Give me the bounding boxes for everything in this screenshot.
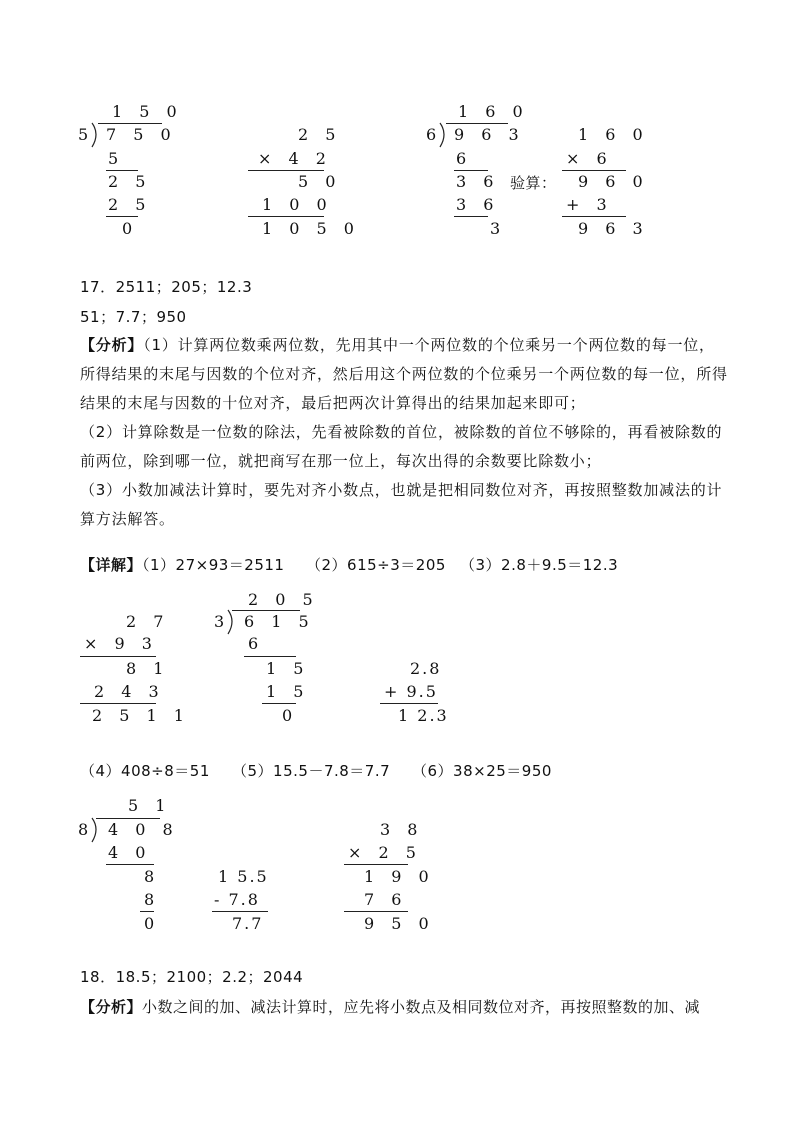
factor: 2 7 <box>126 612 170 631</box>
detail-item: （2）615÷3＝205 <box>306 556 446 574</box>
analysis-tag: 【分析】 <box>80 336 144 354</box>
rule <box>562 170 626 171</box>
result: 1 2.3 <box>398 706 449 725</box>
quotient: 5 1 <box>128 796 172 815</box>
step: 3 <box>490 219 507 238</box>
step: 8 <box>144 867 161 886</box>
detail-line: 【详解】（1）27×93＝2511 <box>80 556 285 574</box>
result: 9 6 3 <box>578 219 649 238</box>
step: 0 <box>122 219 139 238</box>
factor: 1 6 0 <box>578 125 649 144</box>
factor: × 9 3 <box>84 634 158 653</box>
division-bar <box>98 123 162 124</box>
result: 2 5 1 1 <box>92 706 190 725</box>
step: 3 6 <box>456 172 500 191</box>
analysis-paragraph: （2）计算除数是一位数的除法，先看被除数的首位，被除数的首位不够除的，再看被除数的前两位，除到哪一位，就把商写在那一位上，每次出得的余数要比除数小； <box>80 423 723 470</box>
rule <box>106 170 138 171</box>
step: 6 <box>248 634 265 653</box>
answer-line: 51；7.7；950 <box>80 308 187 326</box>
factor: × 6 <box>566 149 613 168</box>
analysis-paragraph: （3）小数加减法计算时，要先对齐小数点，也就是把相同数位对齐，再按照整数加减法的计算方法解答。 <box>80 481 723 528</box>
partial: 2 4 3 <box>94 682 165 701</box>
addend: 2.8 <box>410 659 442 678</box>
factor: × 2 5 <box>348 843 422 862</box>
result: 9 5 0 <box>364 914 435 933</box>
rule <box>248 216 324 217</box>
step: 8 <box>144 890 161 909</box>
divisor: 3 <box>214 612 231 631</box>
step: 4 0 <box>108 843 152 862</box>
minuend: 1 5.5 <box>218 867 269 886</box>
dividend: 7 5 0 <box>106 125 177 144</box>
rule <box>244 656 296 657</box>
partial: 5 0 <box>298 172 342 191</box>
dividend: 9 6 3 <box>454 125 525 144</box>
detail-item: （3）2.8＋9.5＝12.3 <box>460 556 619 574</box>
addend: + 9.5 <box>384 682 438 701</box>
analysis-paragraph: 【分析】小数之间的加、减法计算时，应先将小数点及相同数位对齐，再按照整数的加、减 <box>80 998 701 1016</box>
division-bar <box>96 818 160 819</box>
result: 7.7 <box>232 914 264 933</box>
divisor: 8 <box>78 820 95 839</box>
partial: + 3 <box>566 195 613 214</box>
partial: 7 6 <box>364 890 408 909</box>
rule <box>140 911 154 912</box>
check-label: 验算： <box>510 174 557 192</box>
divisor: 6 <box>426 125 443 144</box>
step: 3 6 <box>456 195 500 214</box>
partial: 9 6 0 <box>578 172 649 191</box>
rule <box>454 170 488 171</box>
subtrahend: - 7.8 <box>214 890 260 909</box>
result: 1 0 5 0 <box>262 219 360 238</box>
analysis-paragraph: 【分析】（1）计算两位数乘两位数，先用其中一个两位数的个位乘另一个两位数的每一位，所得结果的末尾与因数的个位对齐，然后用这个两位数的个位乘另一个两位数的每一位，所得结果的末尾与因数的十位对齐，最后把两次计算得出的结果加起来即可； <box>80 336 728 412</box>
partial: 1 0 0 <box>262 195 333 214</box>
detail-tag: 【详解】 <box>80 556 143 574</box>
step: 6 <box>456 149 473 168</box>
rule <box>106 216 138 217</box>
rule <box>562 216 626 217</box>
step: 1 5 <box>266 659 310 678</box>
division-bar <box>232 610 300 611</box>
step: 2 5 <box>108 172 152 191</box>
factor: 3 8 <box>380 820 424 839</box>
rule <box>106 864 154 865</box>
rule <box>344 864 408 865</box>
rule <box>262 703 296 704</box>
partial: 8 1 <box>126 659 170 678</box>
rule <box>212 911 268 912</box>
answer-line: 17．2511；205；12.3 <box>80 278 253 296</box>
rule <box>80 656 156 657</box>
rule <box>80 703 156 704</box>
quotient: 2 0 5 <box>248 590 319 609</box>
rule <box>248 170 324 171</box>
dividend: 6 1 5 <box>244 612 315 631</box>
step: 0 <box>144 914 161 933</box>
rule <box>380 703 438 704</box>
divisor: 5 <box>78 125 95 144</box>
partial: 1 9 0 <box>364 867 435 886</box>
step: 5 <box>108 149 125 168</box>
factor: × 4 2 <box>258 149 332 168</box>
division-bar <box>446 123 508 124</box>
step: 0 <box>282 706 299 725</box>
detail-item: （4）408÷8＝51 <box>80 762 210 780</box>
rule <box>344 911 408 912</box>
answer-line: 18．18.5；2100；2.2；2044 <box>80 968 304 986</box>
rule <box>454 216 488 217</box>
factor: 2 5 <box>298 125 342 144</box>
quotient: 1 6 0 <box>458 102 529 121</box>
detail-item: （6）38×25＝950 <box>412 762 552 780</box>
analysis-tag: 【分析】 <box>80 998 143 1016</box>
dividend: 4 0 8 <box>108 820 179 839</box>
detail-item: （5）15.5－7.8＝7.7 <box>232 762 391 780</box>
step: 2 5 <box>108 195 152 214</box>
step: 1 5 <box>266 682 310 701</box>
quotient: 1 5 0 <box>112 102 183 121</box>
